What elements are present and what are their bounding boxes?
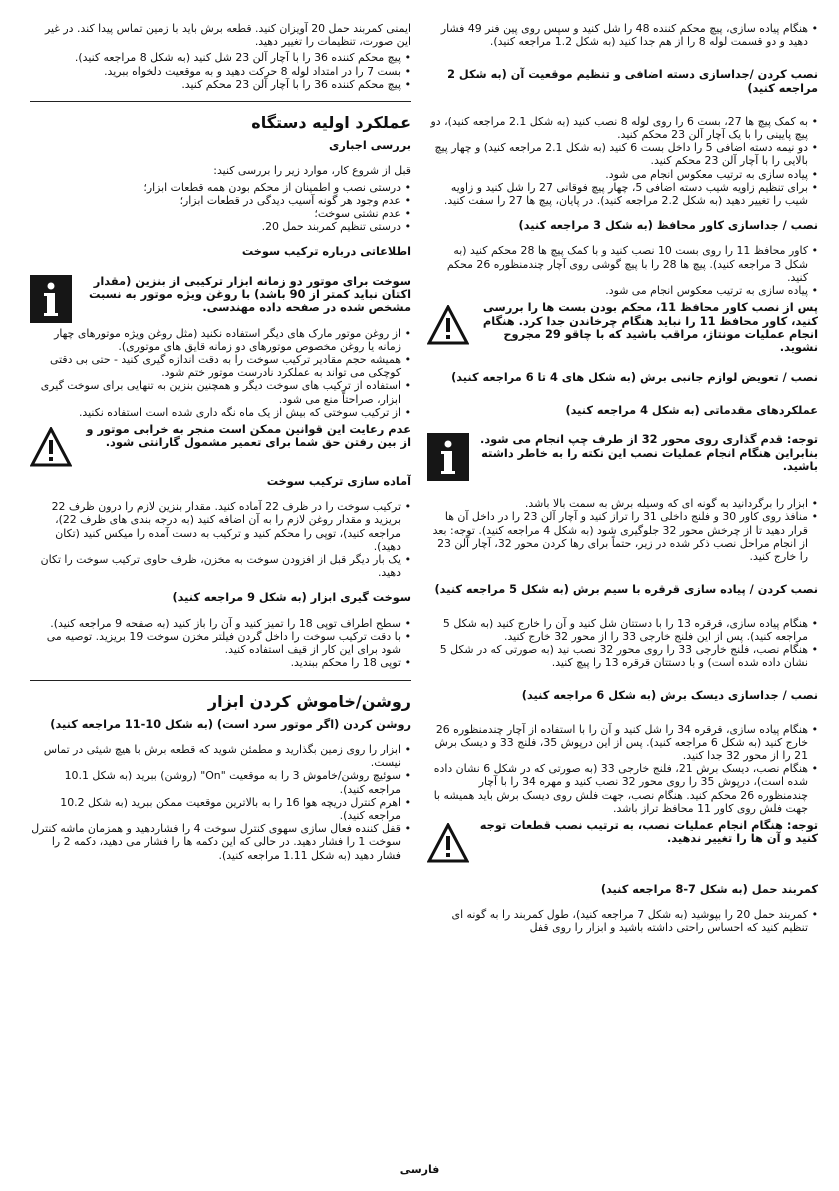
bullet: • هنگام پیاده سازی، قرقره 34 را شل کنید و آن را با استفاده از آچار چندمنظوره 26 خارج کنید (به شکل 6 مراجعه کنید). پس از این درپوش 35، فلنج 33 و دیسک برش 21 را از محور 32 جدا کنید. (427, 723, 818, 763)
bullet: • هنگام نصب، فلنج خارجی 33 را روی محور 32 نصب نید (به صورتی که در شکل 5 نشان داده شده است) و با دستتان قرقره 13 را پیچ کنید. (427, 643, 818, 669)
bullet: • برای تنظیم زاویه شیب دسته اضافی 5، چهار پیچ فوقانی 27 را شل کنید و زاویه شیب را تغییر دهید (به شکل 2.2 مراجعه کنید). در پایان، پیچ ها 27 را سفت کنید. (427, 181, 818, 207)
bullet: • از ترکیب سوختی که بیش از یک ماه نگه داری شده است استفاده نکنید. (30, 406, 411, 419)
section-heading: اطلاعاتی درباره ترکیب سوخت (241, 245, 411, 259)
bullet: • هنگام پیاده سازی، پیچ محکم کننده 48 را شل کنید و سپس روی پین فنر 49 فشار دهید و دو قسمت لوله 8 را از هم جدا کنید (به شکل 1.2 مراجعه کنید). (427, 22, 818, 48)
warning-note (427, 819, 818, 867)
bullet: • عدم نشتی سوخت؛ (30, 207, 411, 220)
bullet: • به کمک پیچ ها 27، بست 6 را روی لوله 8 نصب کنید (به شکل 2.1 مراجعه کنید)، دو پیچ پایینی را با یک آچار آلن 23 محکم کنید. (427, 115, 818, 141)
divider (30, 101, 411, 102)
bullet: • هنگام نصب، دیسک برش 21، فلنج خارجی 33 (به صورتی که در شکل 6 نشان داده شده است)، درپوش 35 را روی محور 32 نصب کنید و مهره 34 را با آچار چندمنظوره 26 محکم کنید. هنگام نصب، جهت فلش روی دیسک برش باید همیشه با جهت فلش روی کاور 11 محافظ تراز باشد. (427, 762, 818, 815)
section-heading: آماده سازی ترکیب سوخت (266, 475, 411, 489)
chapter-title: روشن/خاموش کردن ابزار (207, 691, 411, 711)
warning-text: عدم رعایت این قوانین ممکن است منجر به خرابی موتور و از بین رفتن حق شما برای تعمیر مشمول گارانتی شود. (86, 422, 411, 450)
bullet: • عدم وجود هر گونه آسیب دیدگی در قطعات ابزار؛ (30, 194, 411, 207)
paragraph: ایمنی کمربند حمل 20 آویزان کنید. قطعه برش باید با زمین تماس پیدا کند. در غیر این صورت، تنظیمات را تغییر دهید. (44, 22, 411, 49)
warning-text: پس از نصب کاور محافظ 11، محکم بودن بست ها را بررسی کنید، کاور محافظ 11 را نباید هنگام چرخاندن جدا کرد. هنگام انجام عملیات مونتاژ، مراقب باشید که با چاقو 29 مجروح نشوید. (482, 300, 818, 355)
bullet: • پیاده سازی به ترتیب معکوس انجام می شود. (427, 284, 818, 297)
warning-icon (30, 423, 72, 471)
bullet: • بست 7 را در امتداد لوله 8 حرکت دهید و به موقعیت دلخواه ببرید. (30, 65, 411, 78)
divider (30, 680, 411, 681)
bullet: • استفاده از ترکیب های سوخت دیگر و همچنین بنزین به تنهایی برای سوخت گیری ابزار، صراحتاً منع می شود. (30, 379, 411, 405)
bullet: • سطح اطراف توپی 18 را تمیز کنید و آن را باز کنید (به صفحه 9 مراجعه کنید). (30, 617, 411, 630)
bullet: • یک بار دیگر قبل از افزودن سوخت به مخزن، ظرف حاوی ترکیب سوخت را تکان دهید. (30, 553, 411, 579)
section-heading: نصب کردن / پیاده سازی قرقره با سیم برش (به شکل 5 مراجعه کنید) (434, 583, 818, 597)
bullet: • پیاده سازی به ترتیب معکوس انجام می شود. (427, 168, 818, 181)
bullet: • ترکیب سوخت را در ظرف 22 آماده کنید. مقدار بنزین لازم را درون ظرف 22 بریزید و مقدار روغن لازم را به آن اضافه کنید (به درجه بندی های ظرف 22)، مراجعه کنید)، توپی را محکم کنید و ترکیب به دست آمده را میکس کنید (تکان دهید). (30, 500, 411, 553)
bullet: • پیچ محکم کننده 36 را با آچار آلن 23 شل کنید (به شکل 8 مراجعه کنید). (30, 51, 411, 64)
section-heading: عملکردهای مقدماتی (به شکل 4 مراجعه کنید) (565, 404, 818, 418)
bullet: • درستی تنظیم کمربند حمل 20. (30, 220, 411, 233)
chapter-title: عملکرد اولیه دستگاه (251, 113, 411, 133)
info-icon (427, 433, 469, 481)
bullet: • سوئیچ روشن/خاموش 3 را به موقعیت "On" (روشن) ببرید (به شکل 10.1 مراجعه کنید). (30, 769, 411, 795)
bullet: • همیشه حجم مقادیر ترکیب سوخت را به دقت اندازه گیری کنید - حتی بی دقتی کوچکی می تواند به عملکرد نادرست موتور ختم شود. (30, 353, 411, 379)
section-heading: نصب / جداسازی دیسک برش (به شکل 6 مراجعه کنید) (521, 689, 818, 703)
bullet: • دو نیمه دسته اضافی 5 را داخل بست 6 کنید (به شکل 2.1 مراجعه کنید) و چهار پیچ بالایی را با آچار آلن 23 محکم کنید. (427, 141, 818, 167)
info-icon (30, 275, 72, 323)
bullet: • از روغن موتور مارک های دیگر استفاده نکنید (مثل روغن ویژه موتورهای چهار زمانه یا روغن مخصوص موتورهای دو زمانه قایق های موتوری). (30, 327, 411, 353)
info-text: سوخت برای موتور دو زمانه ابزار ترکیبی از بنزین (مقدار اکتان نباید کمتر از 90 باشد) با روغن ویژه موتور به نسبت مشخص شده در صفحه داده مهندسی. (88, 273, 411, 315)
bullet: • توپی 18 را محکم ببندید. (30, 656, 411, 669)
bullet: • کاور محافظ 11 را روی بست 10 نصب کنید و با کمک پیچ ها 28 محکم کنید (به شکل 3 مراجعه کنید). پیچ ها 28 را با پیچ گوشی روی آچار چندمنظوره 26 محکم کنید. (427, 244, 818, 284)
page-footer-language: فارسی (399, 1163, 440, 1176)
bullet: • ابزار را روی زمین بگذارید و مطمئن شوید که قطعه برش با هیچ شیئی در تماس نیست. (30, 743, 411, 769)
bullet: • ابزار را برگردانید به گونه ای که وسیله برش به سمت بالا باشد. (427, 497, 818, 510)
left-column (30, 22, 411, 1153)
section-heading: سوخت گیری ابزار (به شکل 9 مراجعه کنید) (172, 591, 411, 605)
right-column (427, 22, 818, 1153)
section-heading: نصب / جداسازی کاور محافظ (به شکل 3 مراجعه کنید) (518, 219, 818, 233)
section-heading: بررسی اجباری (329, 139, 411, 153)
bullet: • با دقت ترکیب سوخت را داخل گردن فیلتر مخزن سوخت 19 بریزید. توصیه می شود برای این کار از قیف استفاده کنید. (30, 630, 411, 656)
warning-icon (427, 301, 469, 349)
info-text: توجه: قدم گذاری روی محور 32 از طرف چپ انجام می شود. بنابراین هنگام انجام عملیات نصب این نکته را به خاطر داشته باشید. (480, 432, 818, 474)
section-heading: نصب کردن /جداسازی دسته اضافی و تنظیم موقعیت آن (به شکل 2 مراجعه کنید) (447, 68, 818, 95)
info-note (427, 433, 818, 481)
bullet: • قفل کننده فعال سازی سهوی کنترل سوخت 4 را فشاردهید و همزمان ماشه کنترل سوخت 1 را فشار دهید. در حالی که این دکمه ها را فشار می دهید، دکمه 2 را فشار دهید (به شکل 1.11 مراجعه کنید). (30, 822, 411, 862)
bullet: • اهرم کنترل دریچه هوا 16 را به بالاترین موقعیت ممکن ببرید (به شکل 10.2 مراجعه کنید). (30, 796, 411, 822)
section-heading: نصب / تعویض لوازم جانبی برش (به شکل های 4 تا 6 مراجعه کنید) (451, 370, 818, 384)
bullet: • درستی نصب و اطمینان از محکم بودن همه قطعات ابزار؛ (30, 181, 411, 194)
section-heading: کمربند حمل (به شکل 7-8 مراجعه کنید) (600, 882, 818, 896)
bullet: • منافذ روی کاور 30 و فلنج داخلی 31 را تراز کنید و آچار آلن 23 را در داخل آن ها قرار دهید تا از چرخش محور 32 جلوگیری شود (به شکل 4 مراجعه کنید). توجه: بعد از انجام مراحل نصب ذکر شده در زیر، حتماً برای رها کردن محور 32، آچار آلن 23 را خارج کنید. (427, 510, 818, 563)
info-note (30, 275, 411, 323)
warning-text: توجه: هنگام انجام عملیات نصب، به ترتیب نصب قطعات توجه کنید و آن ها را تغییر ندهید. (479, 817, 818, 846)
section-heading: روشن کردن (اگر موتور سرد است) (به شکل 10-11 مراجعه کنید) (50, 717, 411, 731)
bullet: • پیچ محکم کننده 36 را با آچار آلن 23 محکم کنید. (30, 78, 411, 91)
bullet: • هنگام پیاده سازی، قرقره 13 را با دستتان شل کنید و آن را خارج کنید (به شکل 5 مراجعه کنید). پس از این فلنج خارجی 33 را از محور 32 خارج کنید. (427, 617, 818, 643)
warning-note (30, 423, 411, 471)
paragraph: قبل از شروع کار، موارد زیر را بررسی کنید: (213, 164, 411, 178)
bullet: • کمربند حمل 20 را بپوشید (به شکل 7 مراجعه کنید)، طول کمربند را به گونه ای تنظیم کنید که احساس راحتی داشته باشید و ابزار را روی قفل (427, 908, 818, 934)
warning-note (427, 301, 818, 355)
warning-icon (427, 819, 469, 867)
